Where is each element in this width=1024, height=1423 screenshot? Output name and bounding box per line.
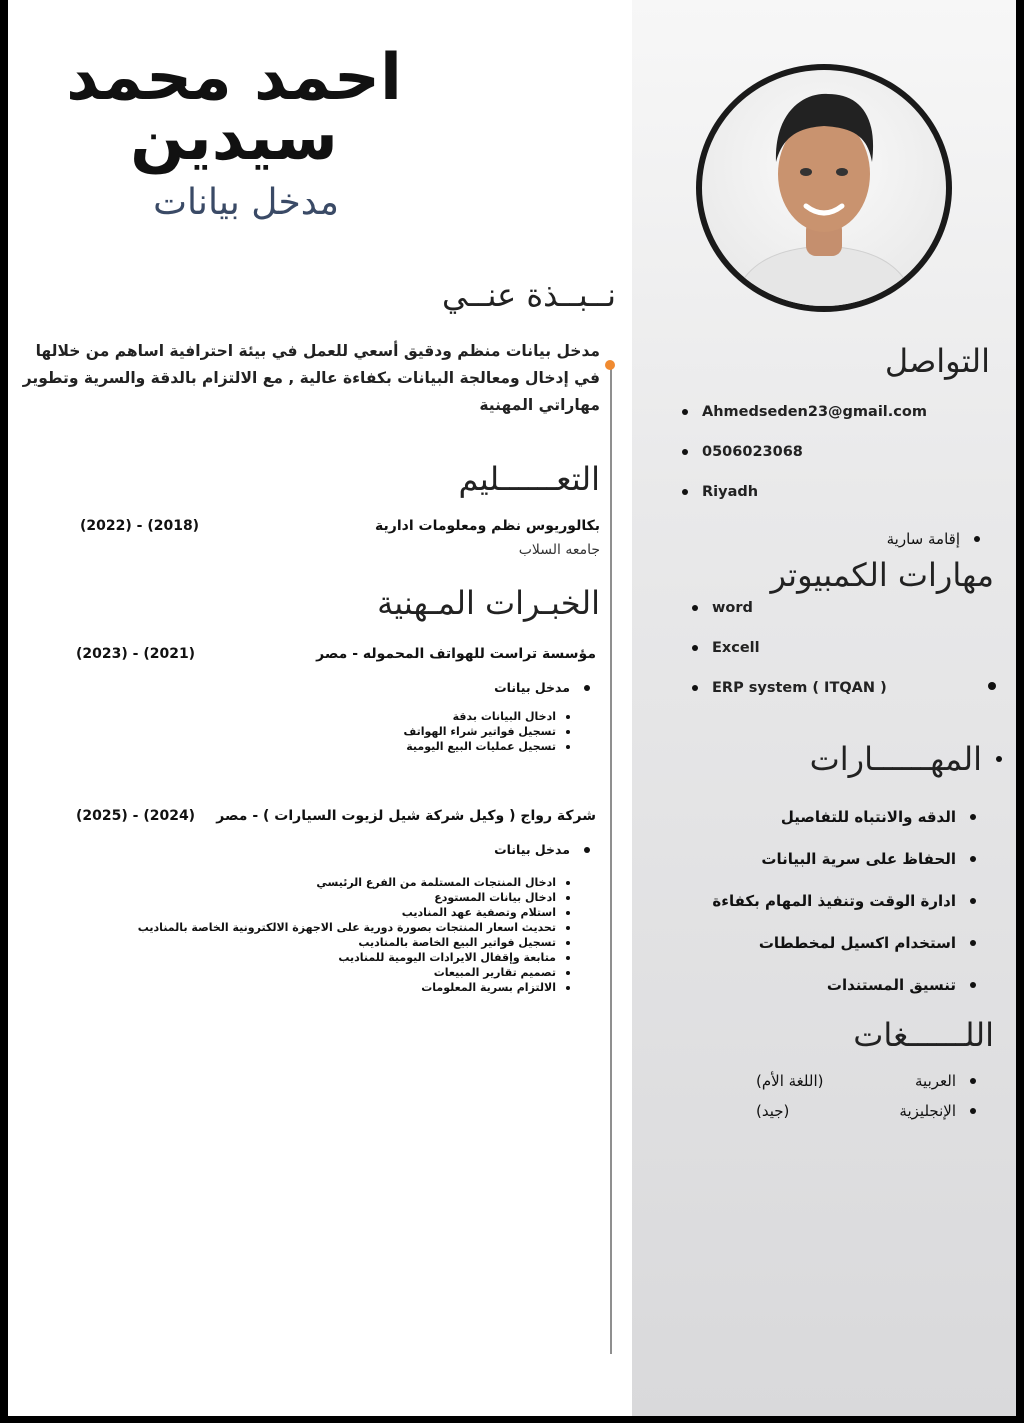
name-line-1: احمد محمد [66, 41, 402, 115]
timeline-dot [605, 360, 615, 370]
language-level: (اللغة الأم) [756, 1072, 824, 1090]
skills-list [712, 808, 956, 1018]
languages-heading: اللــــــغات [853, 1016, 994, 1054]
skill-item: استخدام اكسيل لمخططات [712, 934, 956, 952]
job-task: تصميم تقارير المبيعات [76, 965, 556, 980]
job-task: تسجيل فواتير البيع الخاصة بالمناديب [76, 935, 556, 950]
job-task: متابعة وإقفال الايرادات اليومية للمناديب [76, 950, 556, 965]
job-task: تسجيل فواتير شراء الهواتف [76, 724, 556, 739]
experience-heading: الخبـرات المـهنية [377, 584, 600, 622]
skill-item: الحفاظ على سرية البيانات [712, 850, 956, 868]
job-entry-1 [76, 646, 596, 754]
job-entry-2 [76, 808, 596, 995]
language-item [756, 1102, 956, 1120]
skill-item: ادارة الوقت وتنفيذ المهام بكفاءة [712, 892, 956, 910]
cv-page [8, 0, 1016, 1416]
languages-list [756, 1072, 956, 1132]
job-period: (2025) - (2024) [76, 808, 196, 824]
about-text: مدخل بيانات منظم ودقيق أسعي للعمل في بيئة احترافية اساهم من خلالها في إدخال ومعالجة البيانات بكفاءة عالية , مع الالتزام بالدقة والسرية وتطوير مهاراتي المهنية [22, 342, 600, 414]
candidate-name [24, 41, 444, 175]
computer-skill: Excell [712, 640, 887, 656]
language-level: (جيد) [756, 1102, 790, 1120]
company-name: شركة رواج ( وكيل شركة شيل لزيوت السيارات ) - مصر [216, 808, 596, 824]
name-line-2: سيدين [130, 101, 338, 175]
timeline-line [610, 364, 612, 1354]
language-name: الإنجليزية [899, 1102, 956, 1120]
contact-heading: التواصل [884, 342, 990, 380]
phone-number[interactable]: 0506023068 [702, 444, 927, 460]
language-item [756, 1072, 956, 1090]
skills-heading-list [810, 740, 982, 778]
job-role: مدخل بيانات [76, 680, 570, 695]
job-task: ادخال بيانات المستودع [76, 890, 556, 905]
skill-item: الدقه والانتباه للتفاصيل [712, 808, 956, 826]
skill-item: تنسيق المستندات [712, 976, 956, 994]
job-task: ادخال المنتجات المستلمة من الفرع الرئيسي [76, 875, 556, 890]
language-name: العربية [915, 1072, 956, 1090]
residency-list [887, 530, 960, 548]
city: Riyadh [702, 484, 927, 500]
profile-photo [696, 64, 952, 312]
company-name: مؤسسة تراست للهواتف المحموله - مصر [316, 646, 596, 662]
job-task: تسجيل عمليات البيع اليومية [76, 739, 556, 754]
job-task: ادخال البيانات بدقة [76, 709, 556, 724]
education-heading: التعــــــليم [458, 460, 600, 498]
computer-skills-heading: مهارات الكمبيوتر [770, 556, 994, 594]
job-title: مدخل بيانات [153, 182, 339, 223]
job-period: (2023) - (2021) [76, 646, 196, 662]
contact-list [702, 404, 927, 524]
job-role: مدخل بيانات [76, 842, 570, 857]
decorative-dot [988, 682, 996, 690]
person-avatar-icon [702, 70, 946, 306]
computer-skills-list [712, 600, 887, 720]
education-period: (2022) - (2018) [80, 518, 200, 534]
job-task: تحديث اسعار المنتجات بصورة دورية على الاجهزة الالكترونية الخاصة بالمناديب [76, 920, 556, 935]
education-entry [80, 518, 600, 558]
degree-title: بكالوريوس نظم ومعلومات ادارية [375, 518, 600, 534]
job-task: استلام وتصفية عهد المناديب [76, 905, 556, 920]
university-name: جامعه السلاب [518, 542, 600, 558]
computer-skill: ERP system ( ITQAN ) [712, 680, 887, 696]
about-heading: نــبــذة عنــي [442, 276, 616, 314]
job-task: الالتزام بسرية المعلومات [76, 980, 556, 995]
computer-skill: word [712, 600, 887, 616]
skills-heading: المهــــــارات [809, 740, 982, 778]
email-address[interactable]: Ahmedseden23@gmail.com [702, 404, 927, 420]
residency-status: إقامة سارية [886, 530, 960, 548]
